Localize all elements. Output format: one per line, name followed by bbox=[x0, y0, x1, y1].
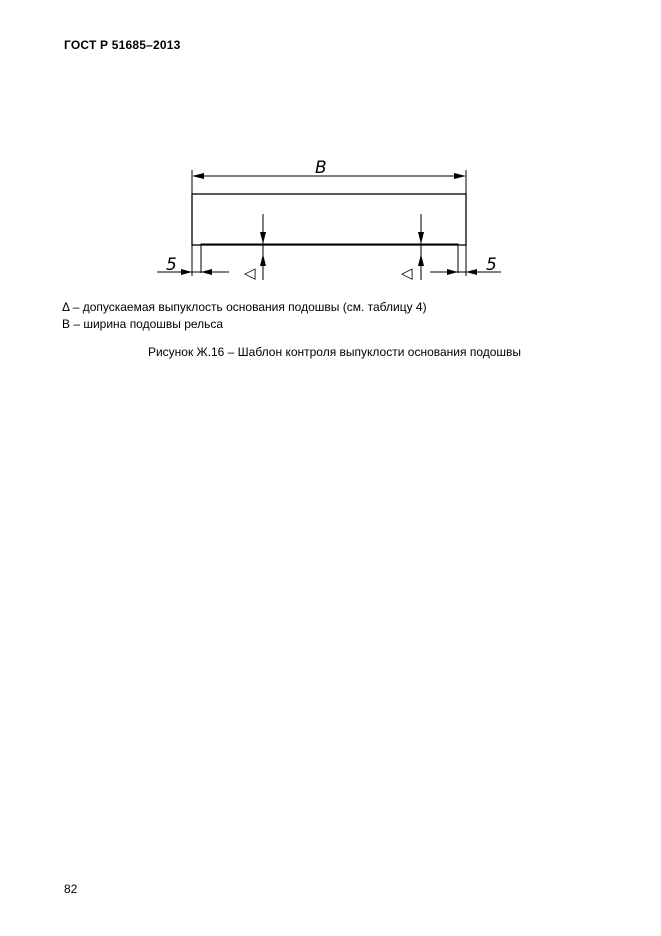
legend-item-width: В – ширина подошвы рельса bbox=[62, 317, 224, 331]
width-arrow-left bbox=[192, 173, 204, 179]
template-drawing bbox=[0, 0, 661, 300]
delta-arrow-right-up bbox=[418, 254, 424, 266]
width-label: B bbox=[315, 158, 327, 178]
page-number: 82 bbox=[64, 882, 78, 896]
offset-arrow-right-inner bbox=[447, 269, 458, 275]
offset-arrow-left-inner bbox=[201, 269, 212, 275]
width-arrow-right bbox=[454, 173, 466, 179]
delta-symbol-right: ◁ bbox=[401, 264, 413, 282]
document-header: ГОСТ Р 51685–2013 bbox=[64, 38, 181, 52]
delta-symbol-left: ◁ bbox=[244, 264, 256, 282]
delta-arrow-right-down bbox=[418, 232, 424, 244]
delta-arrow-left-up bbox=[260, 254, 266, 266]
delta-arrow-left-down bbox=[260, 232, 266, 244]
offset-arrow-left-outer bbox=[181, 269, 192, 275]
figure-caption-row bbox=[0, 345, 661, 359]
offset-arrow-right-outer bbox=[466, 269, 477, 275]
offset-label-right: 5 bbox=[486, 255, 497, 275]
template-base bbox=[201, 244, 458, 273]
offset-label-left: 5 bbox=[166, 255, 177, 275]
figure-caption: Рисунок Ж.16 – Шаблон контроля выпуклости основания подошвы bbox=[147, 345, 522, 359]
template-body bbox=[192, 194, 466, 245]
legend-item-delta: Δ – допускаемая выпуклость основания подошвы (см. таблицу 4) bbox=[62, 300, 427, 314]
